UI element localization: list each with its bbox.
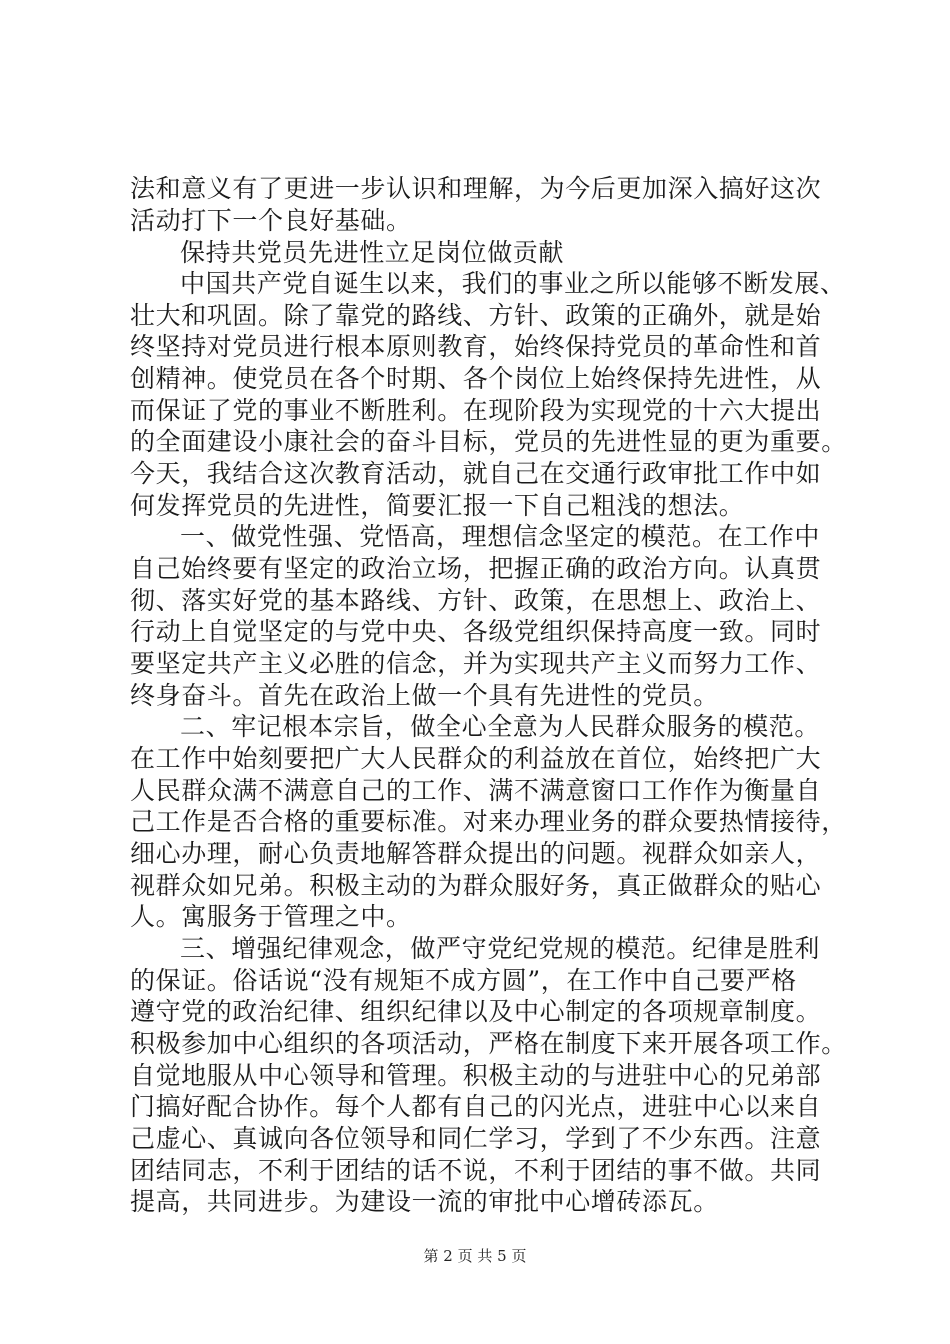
text-line: 一、做党性强、党悟高，理想信念坚定的模范。在工作中 xyxy=(180,522,821,551)
text-line: 的保证。俗话说“没有规矩不成方圆”，在工作中自己要严格 xyxy=(130,966,797,995)
text-line: 己虚心、真诚向各位领导和同仁学习，学到了不少东西。注意 xyxy=(130,1124,822,1153)
text-line: 视群众如兄弟。积极主动的为群众服好务，真正做群众的贴心 xyxy=(130,871,822,900)
text-line: 积极参加中心组织的各项活动，严格在制度下来开展各项工作。 xyxy=(130,1029,847,1058)
text-line: 法和意义有了更进一步认识和理解，为今后更加深入搞好这次 xyxy=(130,174,822,203)
text-line: 行动上自觉坚定的与党中央、各级党组织保持高度一致。同时 xyxy=(130,617,822,646)
text-line: 活动打下一个良好基础。 xyxy=(130,206,412,235)
text-line: 三、增强纪律观念，做严守党纪党规的模范。纪律是胜利 xyxy=(180,934,821,963)
text-line: 的全面建设小康社会的奋斗目标，党员的先进性显的更为重要。 xyxy=(130,427,847,456)
text-line: 何发挥党员的先进性，简要汇报一下自己粗浅的想法。 xyxy=(130,491,745,520)
text-line: 在工作中始刻要把广大人民群众的利益放在首位，始终把广大 xyxy=(130,744,822,773)
text-line: 门搞好配合协作。每个人都有自己的闪光点，进驻中心以来自 xyxy=(130,1092,822,1121)
text-line: 壮大和巩固。除了靠党的路线、方针、政策的正确外，就是始 xyxy=(130,301,822,330)
text-line: 创精神。使党员在各个时期、各个岗位上始终保持先进性，从 xyxy=(130,364,822,393)
text-line: 细心办理，耐心负责地解答群众提出的问题。视群众如亲人， xyxy=(130,839,822,868)
text-line: 己工作是否合格的重要标准。对来办理业务的群众要热情接待， xyxy=(130,807,847,836)
section-heading: 保持共党员先进性立足岗位做贡献 xyxy=(180,238,565,267)
text-line: 今天，我结合这次教育活动，就自己在交通行政审批工作中如 xyxy=(130,459,822,488)
text-line: 自己始终要有坚定的政治立场，把握正确的政治方向。认真贯 xyxy=(130,554,822,583)
text-line: 团结同志，不利于团结的话不说，不利于团结的事不做。共同 xyxy=(130,1156,822,1185)
text-line: 要坚定共产主义必胜的信念，并为实现共产主义而努力工作、 xyxy=(130,649,822,678)
text-line: 人民群众满不满意自己的工作、满不满意窗口工作作为衡量自 xyxy=(130,776,822,805)
text-line: 遵守党的政治纪律、组织纪律以及中心制定的各项规章制度。 xyxy=(130,997,822,1026)
text-line: 终坚持对党员进行根本原则教育，始终保持党员的革命性和首 xyxy=(130,332,822,361)
text-line: 彻、落实好党的基本路线、方针、政策，在思想上、政治上、 xyxy=(130,586,822,615)
text-line: 提高，共同进步。为建设一流的审批中心增砖添瓦。 xyxy=(130,1187,719,1216)
page-number-footer: 第 2 页 共 5 页 xyxy=(423,1247,527,1265)
text-line: 中国共产党自诞生以来，我们的事业之所以能够不断发展、 xyxy=(180,269,846,298)
text-line: 人。寓服务于管理之中。 xyxy=(130,902,412,931)
text-line: 终身奋斗。首先在政治上做一个具有先进性的党员。 xyxy=(130,681,719,710)
text-line: 自觉地服从中心领导和管理。积极主动的与进驻中心的兄弟部 xyxy=(130,1061,822,1090)
text-line: 二、牢记根本宗旨，做全心全意为人民群众服务的模范。 xyxy=(180,712,821,741)
text-line: 而保证了党的事业不断胜利。在现阶段为实现党的十六大提出 xyxy=(130,396,822,425)
